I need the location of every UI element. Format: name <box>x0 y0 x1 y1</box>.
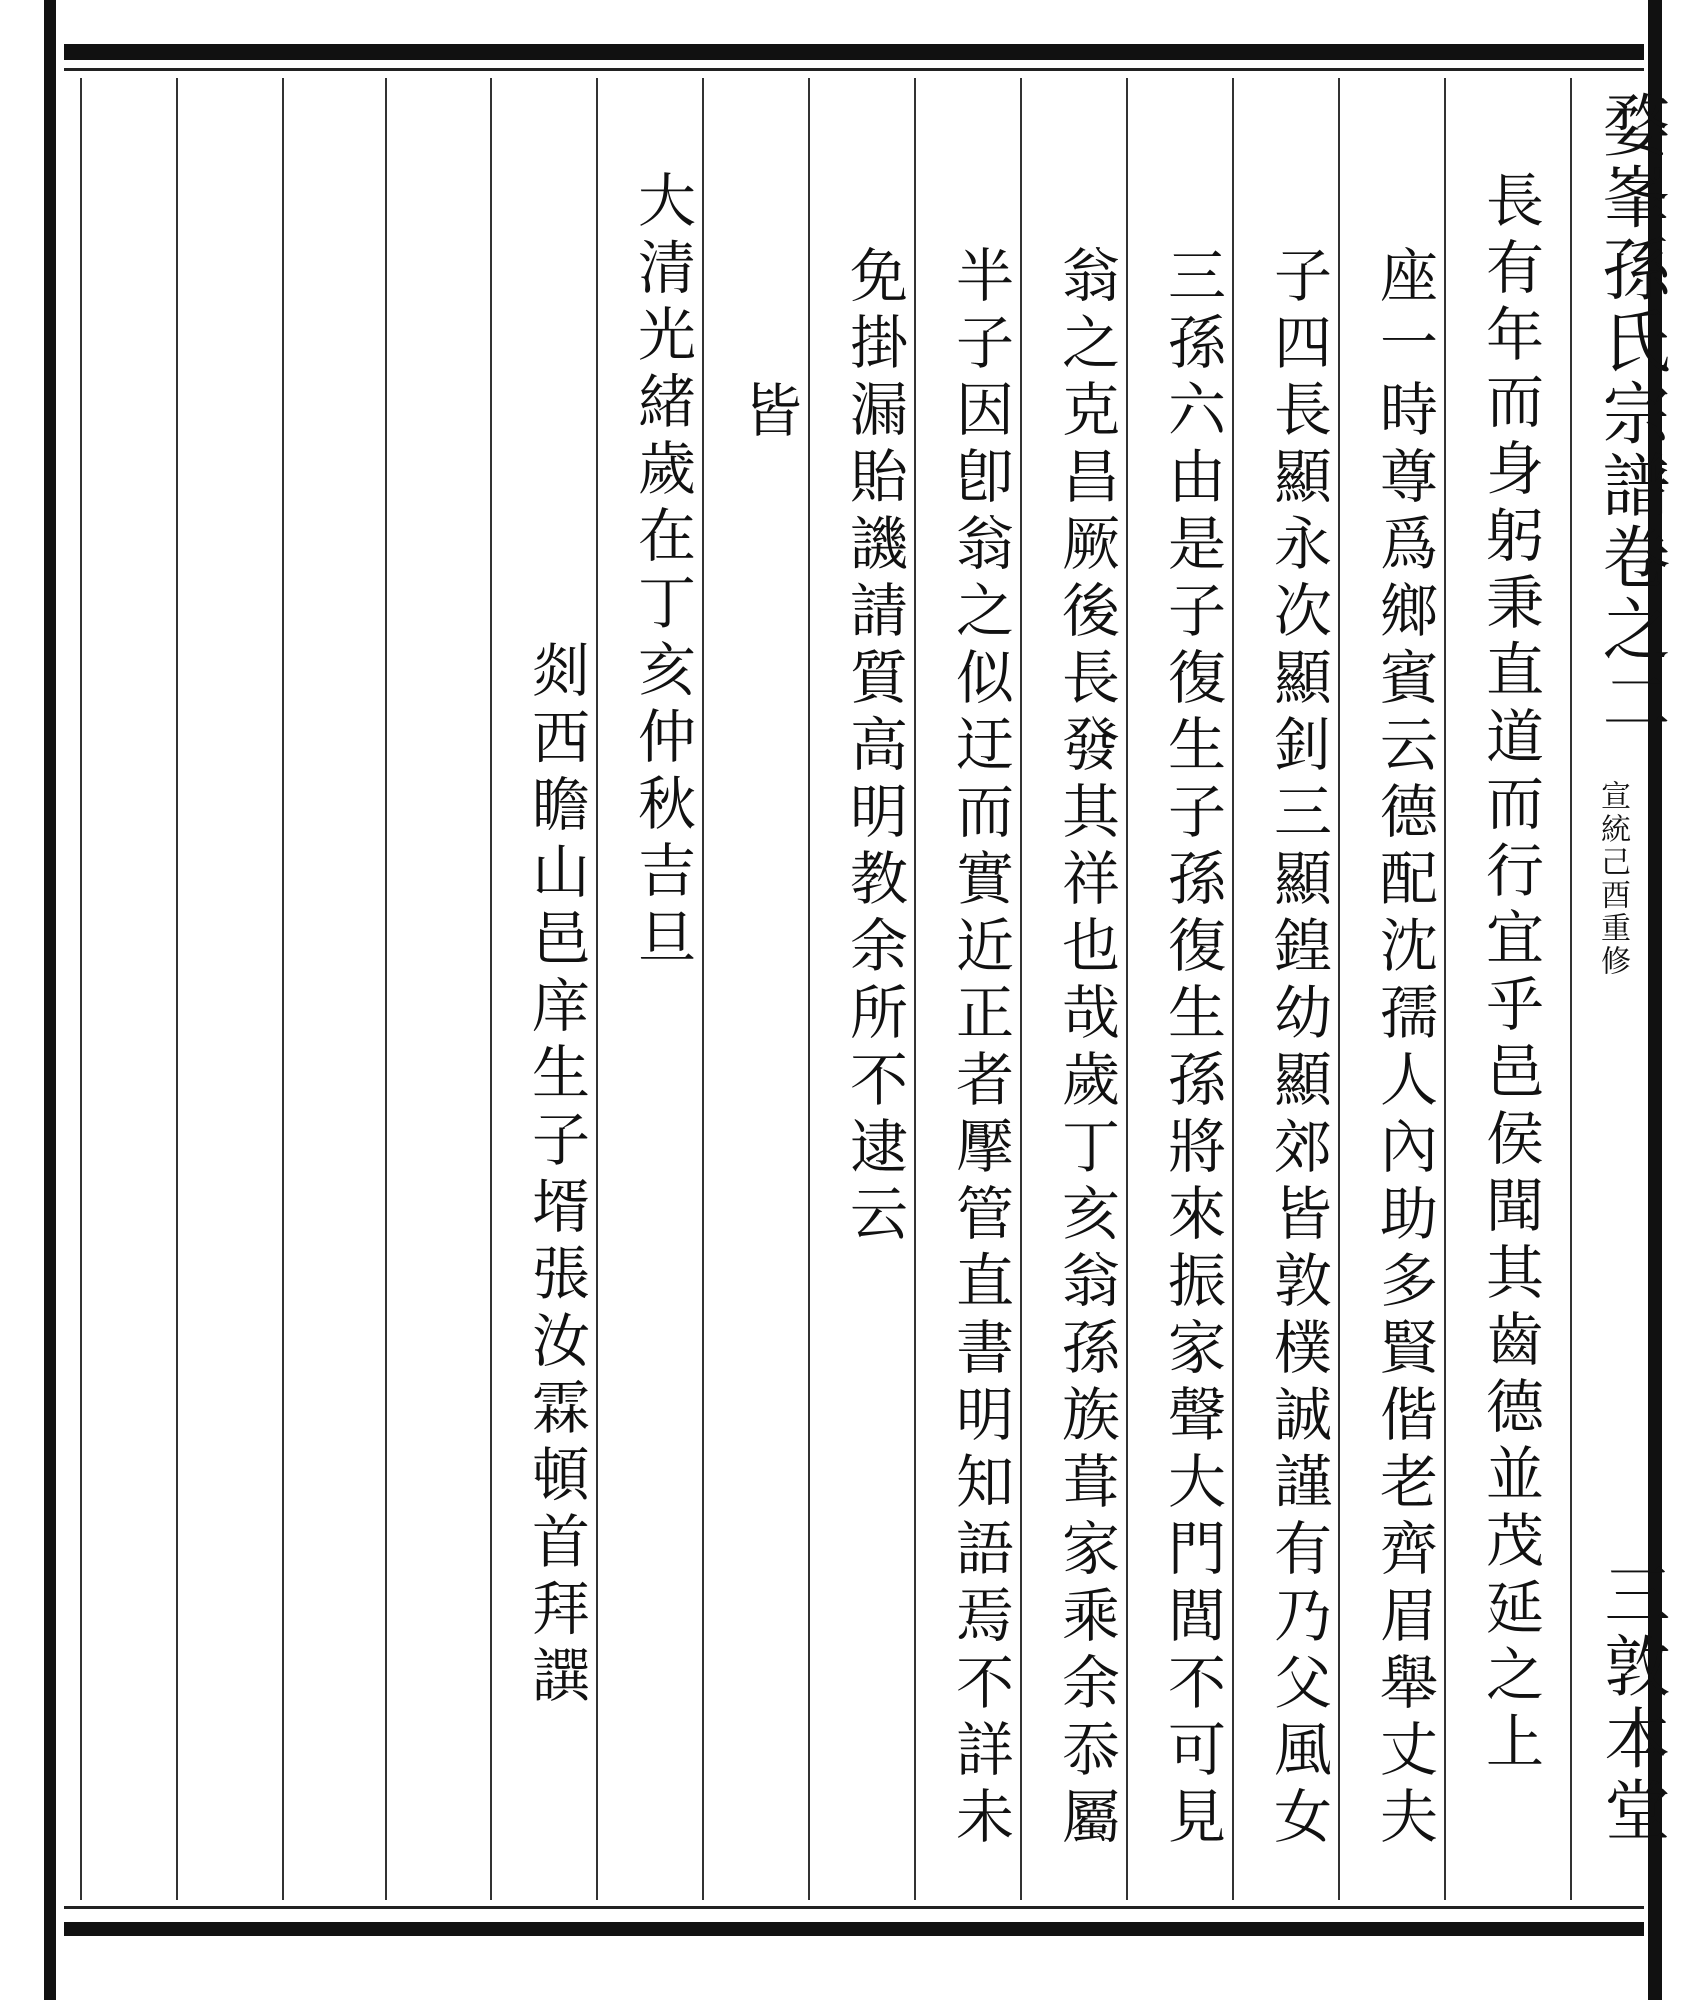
text-column-5: 翁之克昌厥後長發其祥也哉歲丁亥翁孫族葺家乘余忝屬 <box>1052 245 1120 1853</box>
column-rule <box>176 78 178 1900</box>
column-rule <box>914 78 916 1900</box>
column-rule <box>80 78 82 1900</box>
column-rule <box>596 78 598 1900</box>
bottom-border-thin <box>64 1906 1644 1909</box>
book-title: 婺峯孫氏宗譜 <box>1591 90 1670 522</box>
column-rule <box>1126 78 1128 1900</box>
column-rule <box>1232 78 1234 1900</box>
text-column-7: 免掛漏貽譏請質高明教余所不逮云 <box>840 245 908 1250</box>
text-column-6: 半子因卽翁之似迂而實近正者擪管直書明知語焉不詳未 <box>946 245 1014 1853</box>
column-rule <box>385 78 387 1900</box>
column-rule <box>702 78 704 1900</box>
text-column-1: 長有年而身躬秉直道而行宜乎邑侯聞其齒德並茂延之上 <box>1476 170 1544 1778</box>
top-border-thin <box>64 68 1644 71</box>
edition-note: 宣統己酉重修 <box>1595 780 1630 978</box>
page-number: 三 <box>1593 1560 1670 1632</box>
signature-column: 剡西瞻山邑庠生子壻張汝霖頓首拜譔 <box>522 640 590 1712</box>
column-rule <box>1570 78 1572 1900</box>
top-border <box>64 44 1644 60</box>
page-footer <box>1584 1560 1679 1848</box>
text-column-3: 子四長顯永次顯釗三顯鍠幼顯郊皆敦樸誠謹有乃父風女 <box>1264 245 1332 1853</box>
text-column-9: 大清光緒歲在丁亥仲秋吉旦 <box>628 170 696 974</box>
genealogy-title <box>1582 90 1679 738</box>
volume-label: 卷之二 <box>1591 522 1670 738</box>
left-spine <box>44 0 56 2000</box>
column-rule <box>1444 78 1446 1900</box>
text-column-4: 三孫六由是子復生子孫復生孫將來振家聲大門閭不可見 <box>1158 245 1226 1853</box>
column-rule <box>808 78 810 1900</box>
text-column-2: 座一時尊爲鄉賓云德配沈孺人內助多賢偕老齊眉舉丈夫 <box>1370 245 1438 1853</box>
column-rule <box>1020 78 1022 1900</box>
bottom-border <box>64 1922 1644 1936</box>
column-rule <box>490 78 492 1900</box>
column-rule <box>282 78 284 1900</box>
text-column-8: 皆 <box>734 380 802 447</box>
hall-name: 敦本堂 <box>1593 1632 1670 1848</box>
column-rule <box>1338 78 1340 1900</box>
